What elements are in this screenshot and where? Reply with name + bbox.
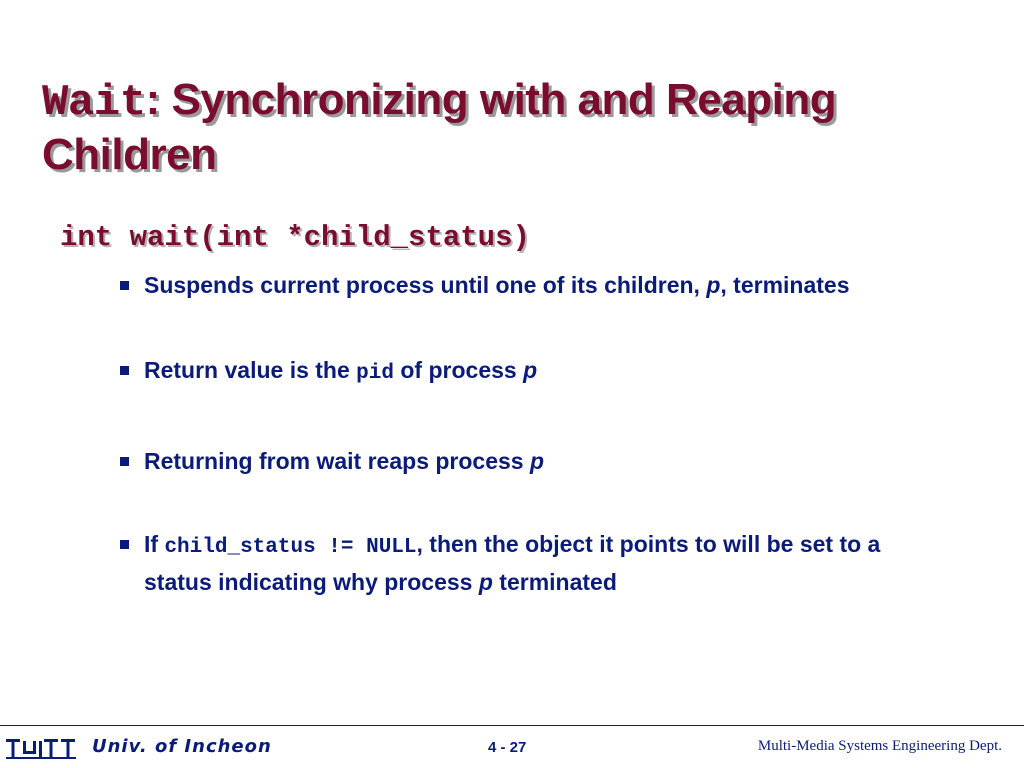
var-p: p xyxy=(529,448,545,474)
code-child-status: child_status != NULL xyxy=(164,536,417,559)
bullet-square-icon xyxy=(120,281,129,290)
university-name: Univ. of Incheon xyxy=(92,736,272,757)
var-p: p xyxy=(478,569,493,595)
var-p: p xyxy=(523,357,538,383)
university-logo-icon xyxy=(6,737,76,761)
bullet-square-icon xyxy=(120,457,129,466)
slide-title xyxy=(42,74,1002,181)
bullet-square-icon xyxy=(120,366,129,375)
bullet-suspends: Suspends current process until one of its children, p, terminates xyxy=(120,268,940,303)
department-name: Multi-Media Systems Engineering Dept. xyxy=(757,738,1002,754)
function-signature: int wait(int *child_status) xyxy=(60,221,530,254)
page-number: 4 - 27 xyxy=(488,739,527,756)
bullet-list xyxy=(120,268,940,650)
footer-divider xyxy=(0,725,1024,726)
bullet-square-icon xyxy=(120,540,129,549)
bullet-return-value: Return value is the pid of process p xyxy=(120,353,940,391)
title-code: Wait xyxy=(42,78,146,128)
code-pid: pid xyxy=(356,362,394,385)
var-p: p xyxy=(706,272,721,298)
bullet-child-status: If child_status != NULL, then the object it points to will be set to a status indicating why process p terminated xyxy=(120,527,940,600)
title-text: : Synchronizing with and Reaping Children xyxy=(42,75,837,179)
bullet-reaps: Returning from wait reaps process p xyxy=(120,444,940,479)
